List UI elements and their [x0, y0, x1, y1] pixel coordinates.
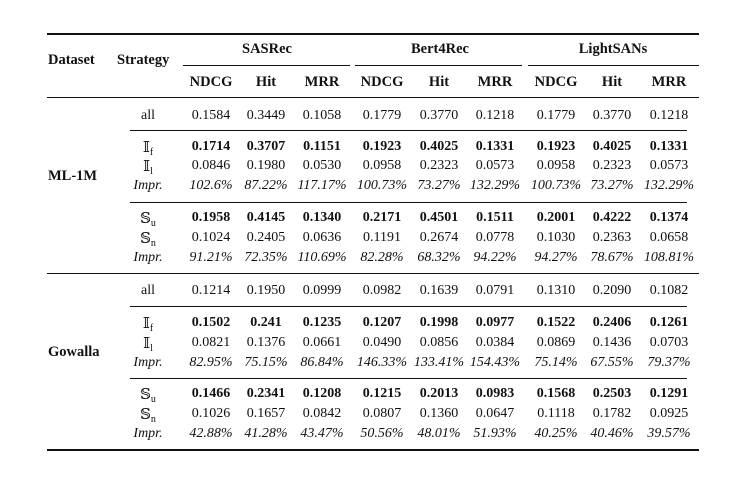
table-cell: 40.25%: [534, 426, 578, 441]
table-cell: 0.1261: [649, 315, 689, 330]
table-cell: 0.1310: [536, 283, 576, 298]
table-cell: 0.1218: [649, 108, 689, 123]
strategy-label: Impr.: [133, 426, 163, 441]
table-cell: 75.15%: [244, 355, 288, 370]
table-cell: 0.3449: [246, 108, 286, 123]
table-cell: 0.1374: [649, 210, 689, 225]
table-cell: 0.0983: [475, 386, 515, 401]
strategy-subscript: f: [149, 147, 154, 158]
table-cell: 0.0977: [475, 315, 515, 330]
header-metric-mrr: MRR: [477, 74, 513, 90]
table-cell: 0.1782: [592, 406, 632, 421]
table-cell: 0.1235: [302, 315, 342, 330]
table-cell: 0.0958: [362, 158, 402, 173]
header-model-bert4rec: Bert4Rec: [411, 41, 469, 57]
table-cell: 75.14%: [534, 355, 578, 370]
strategy-symbol: 𝕀: [143, 334, 151, 352]
table-cell: 0.1980: [246, 158, 286, 173]
table-cell: 0.0647: [475, 406, 515, 421]
strategy-subscript: l: [150, 166, 153, 177]
header-metric-mrr: MRR: [304, 74, 340, 90]
strategy-subscript: n: [150, 238, 156, 249]
table-cell: 0.2341: [246, 386, 286, 401]
strategy-label: Impr.: [133, 178, 163, 193]
table-cell: 73.27%: [590, 178, 634, 193]
table-cell: 0.0842: [302, 406, 342, 421]
table-cell: 0.0658: [649, 230, 689, 245]
table-cell: 0.4025: [419, 139, 459, 154]
model-cmidrule: [528, 65, 699, 66]
header-metric-hit: Hit: [428, 74, 450, 90]
table-cell: 0.4145: [246, 210, 286, 225]
table-cell: 0.0661: [302, 335, 342, 350]
table-cell: 0.1958: [191, 210, 231, 225]
table-cell: 0.1340: [302, 210, 342, 225]
table-cell: 82.95%: [189, 355, 233, 370]
header-metric-mrr: MRR: [651, 74, 687, 90]
table-cell: 0.2323: [592, 158, 632, 173]
table-cell: 0.2171: [362, 210, 402, 225]
group-rule: [130, 202, 687, 203]
group-rule: [130, 378, 687, 379]
table-cell: 0.0384: [475, 335, 515, 350]
group-rule: [130, 306, 687, 307]
table-cell: 0.3770: [419, 108, 459, 123]
table-cell: 117.17%: [297, 178, 347, 193]
table-cell: 0.1215: [362, 386, 402, 401]
table-cell: 0.0636: [302, 230, 342, 245]
strategy-label: all: [141, 283, 155, 298]
table-cell: 0.0573: [649, 158, 689, 173]
strategy-label: [143, 158, 153, 180]
table-cell: 0.2405: [246, 230, 286, 245]
table-cell: 0.1568: [536, 386, 576, 401]
strategy-symbol: 𝕀: [143, 157, 151, 175]
table-cell: 108.81%: [643, 250, 695, 265]
table-cell: 0.1779: [536, 108, 576, 123]
table-cell: 0.0958: [536, 158, 576, 173]
strategy-label: Impr.: [133, 355, 163, 370]
table-cell: 0.1214: [191, 283, 231, 298]
table-cell: 87.22%: [244, 178, 288, 193]
strategy-label: [143, 335, 153, 357]
table-cell: 0.1998: [419, 315, 459, 330]
table-cell: 42.88%: [189, 426, 233, 441]
table-cell: 0.1923: [536, 139, 576, 154]
table-cell: 0.3770: [592, 108, 632, 123]
table-cell: 68.32%: [417, 250, 461, 265]
table-cell: 0.1657: [246, 406, 286, 421]
table-cell: 67.55%: [590, 355, 634, 370]
table-cell: 0.1030: [536, 230, 576, 245]
table-cell: 0.1024: [191, 230, 231, 245]
table-cell: 0.0821: [191, 335, 231, 350]
table-cell: 79.37%: [647, 355, 691, 370]
table-cell: 0.1522: [536, 315, 576, 330]
table-cell: 91.21%: [189, 250, 233, 265]
table-cell: 0.1191: [363, 230, 401, 245]
strategy-subscript: u: [150, 218, 156, 229]
table-cell: 94.27%: [534, 250, 578, 265]
table-cell: 0.1502: [191, 315, 231, 330]
table-cell: 72.35%: [244, 250, 288, 265]
table-cell: 48.01%: [417, 426, 461, 441]
table-cell: 0.1511: [476, 210, 514, 225]
model-cmidrule: [355, 65, 522, 66]
table-cell: 0.0807: [362, 406, 402, 421]
strategy-subscript: f: [149, 323, 154, 334]
table-cell: 51.93%: [473, 426, 517, 441]
header-model-sasrec: SASRec: [242, 41, 292, 57]
table-cell: 0.0869: [536, 335, 576, 350]
table-cell: 0.1584: [191, 108, 231, 123]
table-cell: 0.1714: [191, 139, 231, 154]
table-cell: 82.28%: [360, 250, 404, 265]
table-cell: 0.1376: [246, 335, 286, 350]
table-cell: 94.22%: [473, 250, 517, 265]
table-cell: 0.0490: [362, 335, 402, 350]
header-metric-hit: Hit: [255, 74, 277, 90]
strategy-symbol: 𝕊: [140, 209, 151, 227]
table-cell: 0.0982: [362, 283, 402, 298]
table-cell: 78.67%: [590, 250, 634, 265]
table-cell: 0.1118: [537, 406, 575, 421]
strategy-label: [140, 230, 156, 252]
strategy-label: [140, 406, 156, 428]
table-cell: 146.33%: [356, 355, 408, 370]
table-cell: 132.29%: [643, 178, 695, 193]
table-cell: 0.241: [250, 315, 282, 330]
table-cell: 0.1291: [649, 386, 689, 401]
table-cell: 0.1208: [302, 386, 342, 401]
table-cell: 132.29%: [469, 178, 521, 193]
table-cell: 0.1151: [303, 139, 341, 154]
table-cell: 0.1058: [302, 108, 342, 123]
table-cell: 0.1218: [475, 108, 515, 123]
strategy-label: Impr.: [133, 250, 163, 265]
dataset-rule: [47, 273, 699, 274]
header-metric-ndcg: NDCG: [360, 74, 404, 90]
model-cmidrule: [183, 65, 350, 66]
table-cell: 0.3707: [246, 139, 286, 154]
table-cell: 0.2363: [592, 230, 632, 245]
table-cell: 0.2406: [592, 315, 632, 330]
table-cell: 0.0573: [475, 158, 515, 173]
table-cell: 0.1082: [649, 283, 689, 298]
strategy-symbol: 𝕊: [140, 385, 151, 403]
table-cell: 0.1466: [191, 386, 231, 401]
table-cell: 0.0856: [419, 335, 459, 350]
table-cell: 50.56%: [360, 426, 404, 441]
table-cell: 0.4501: [419, 210, 459, 225]
header-dataset: Dataset: [48, 52, 95, 68]
table-cell: 102.6%: [189, 178, 233, 193]
table-cell: 110.69%: [297, 250, 347, 265]
table-cell: 0.1331: [649, 139, 689, 154]
table-cell: 0.1923: [362, 139, 402, 154]
header-metric-ndcg: NDCG: [189, 74, 233, 90]
table-cell: 0.1331: [475, 139, 515, 154]
strategy-subscript: u: [150, 394, 156, 405]
dataset-label: ML-1M: [48, 168, 98, 184]
strategy-symbol: 𝕀: [142, 314, 150, 332]
table-cell: 73.27%: [417, 178, 461, 193]
strategy-symbol: 𝕊: [140, 405, 151, 423]
header-strategy: Strategy: [117, 52, 170, 68]
header-metric-ndcg: NDCG: [534, 74, 578, 90]
strategy-subscript: n: [150, 414, 156, 425]
table-cell: 41.28%: [244, 426, 288, 441]
header-metric-hit: Hit: [601, 74, 623, 90]
table-cell: 0.2001: [536, 210, 576, 225]
top-rule: [47, 33, 699, 35]
strategy-symbol: 𝕀: [142, 138, 150, 156]
table-cell: 43.47%: [300, 426, 344, 441]
table-cell: 0.1360: [419, 406, 459, 421]
table-cell: 0.2013: [419, 386, 459, 401]
table-cell: 0.0530: [302, 158, 342, 173]
table-cell: 0.2090: [592, 283, 632, 298]
table-cell: 0.2503: [592, 386, 632, 401]
table-cell: 0.1779: [362, 108, 402, 123]
table-cell: 100.73%: [530, 178, 582, 193]
table-cell: 86.84%: [300, 355, 344, 370]
bottom-rule: [47, 449, 699, 451]
table-cell: 0.2323: [419, 158, 459, 173]
table-cell: 40.46%: [590, 426, 634, 441]
group-rule: [130, 130, 687, 131]
table-cell: 0.0999: [302, 283, 342, 298]
table-cell: 133.41%: [413, 355, 465, 370]
dataset-label: Gowalla: [48, 344, 100, 360]
table-cell: 0.2674: [419, 230, 459, 245]
table-cell: 0.1639: [419, 283, 459, 298]
table-cell: 0.4222: [592, 210, 632, 225]
table-cell: 0.1950: [246, 283, 286, 298]
table-cell: 39.57%: [647, 426, 691, 441]
table-cell: 0.0778: [475, 230, 515, 245]
table-cell: 0.4025: [592, 139, 632, 154]
strategy-label: all: [141, 108, 155, 123]
table-cell: 0.0703: [649, 335, 689, 350]
table-cell: 100.73%: [356, 178, 408, 193]
table-cell: 154.43%: [469, 355, 521, 370]
table-cell: 0.0791: [475, 283, 515, 298]
table-cell: 0.1436: [592, 335, 632, 350]
table-cell: 0.0925: [649, 406, 689, 421]
strategy-symbol: 𝕊: [140, 229, 151, 247]
header-rule: [47, 97, 699, 98]
table-cell: 0.1026: [191, 406, 231, 421]
table-cell: 0.1207: [362, 315, 402, 330]
strategy-subscript: l: [150, 343, 153, 354]
header-model-lightsans: LightSANs: [578, 41, 648, 57]
table-cell: 0.0846: [191, 158, 231, 173]
